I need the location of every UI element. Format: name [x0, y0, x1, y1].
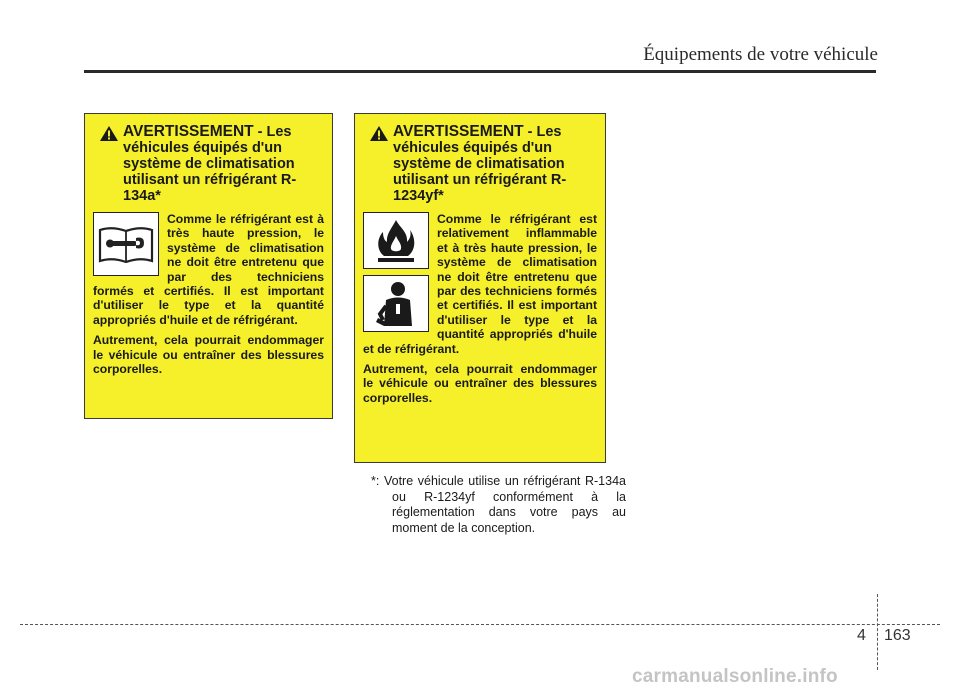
warning-body [93, 212, 324, 376]
technician-icon [363, 275, 429, 332]
flame-icon [363, 212, 429, 269]
warning-heading-rest: - Les véhicules équipés d'un système de climatisation utilisant un réfrigérant R-134a* [123, 124, 297, 204]
warning-triangle-icon [99, 125, 119, 142]
warning-heading [363, 124, 597, 204]
warning-box-r1234yf [354, 113, 606, 463]
warning-heading-main: AVERTISSEMENT [123, 123, 254, 140]
page-header-title: Équipements de votre véhicule [643, 44, 878, 65]
warning-body [363, 212, 597, 405]
footnote: *: Votre véhicule utilise un réfrigérant R-134a ou R-1234yf conformément à la réglementation dans votre pays au moment de la conception. [371, 474, 626, 535]
watermark-text: carmanualsonline.info [632, 666, 838, 687]
header-rule [84, 70, 876, 73]
footer-rule [20, 624, 940, 625]
warning-triangle-icon [369, 125, 389, 142]
warning-heading-main: AVERTISSEMENT [393, 123, 524, 140]
warning-para-1: Comme le réfrigérant est à très haute pression, le système de climatisation ne doit être entretenu que par des techniciens formés et certifiés. Il est important d'utiliser le type et la quantité appropriés d'huile et de réfrigérant. [93, 212, 324, 327]
page-number: 163 [884, 627, 911, 644]
warning-heading-rest: - Les véhicules équipés d'un système de climatisation utilisant un réfrigérant R-1234yf* [393, 124, 567, 204]
icon-stack [363, 212, 429, 338]
warning-box-r134a [84, 113, 333, 419]
chapter-number: 4 [857, 627, 866, 644]
warning-para-2: Autrement, cela pourrait endommager le véhicule ou entraîner des blessures corporelles. [93, 333, 324, 377]
page-number-divider [877, 594, 878, 670]
wrench-book-icon [93, 212, 159, 276]
warning-para-1: Comme le réfrigérant est relativement inflammable et à très haute pression, le système de climatisation ne doit être entretenu que par des techniciens formés et certifiés. Il est important d'utiliser le type et la quantité appropriés d'huile et de réfrigérant. [363, 212, 597, 356]
warning-para-2: Autrement, cela pourrait endommager le véhicule ou entraîner des blessures corporelles. [363, 362, 597, 405]
warning-heading [93, 124, 324, 204]
